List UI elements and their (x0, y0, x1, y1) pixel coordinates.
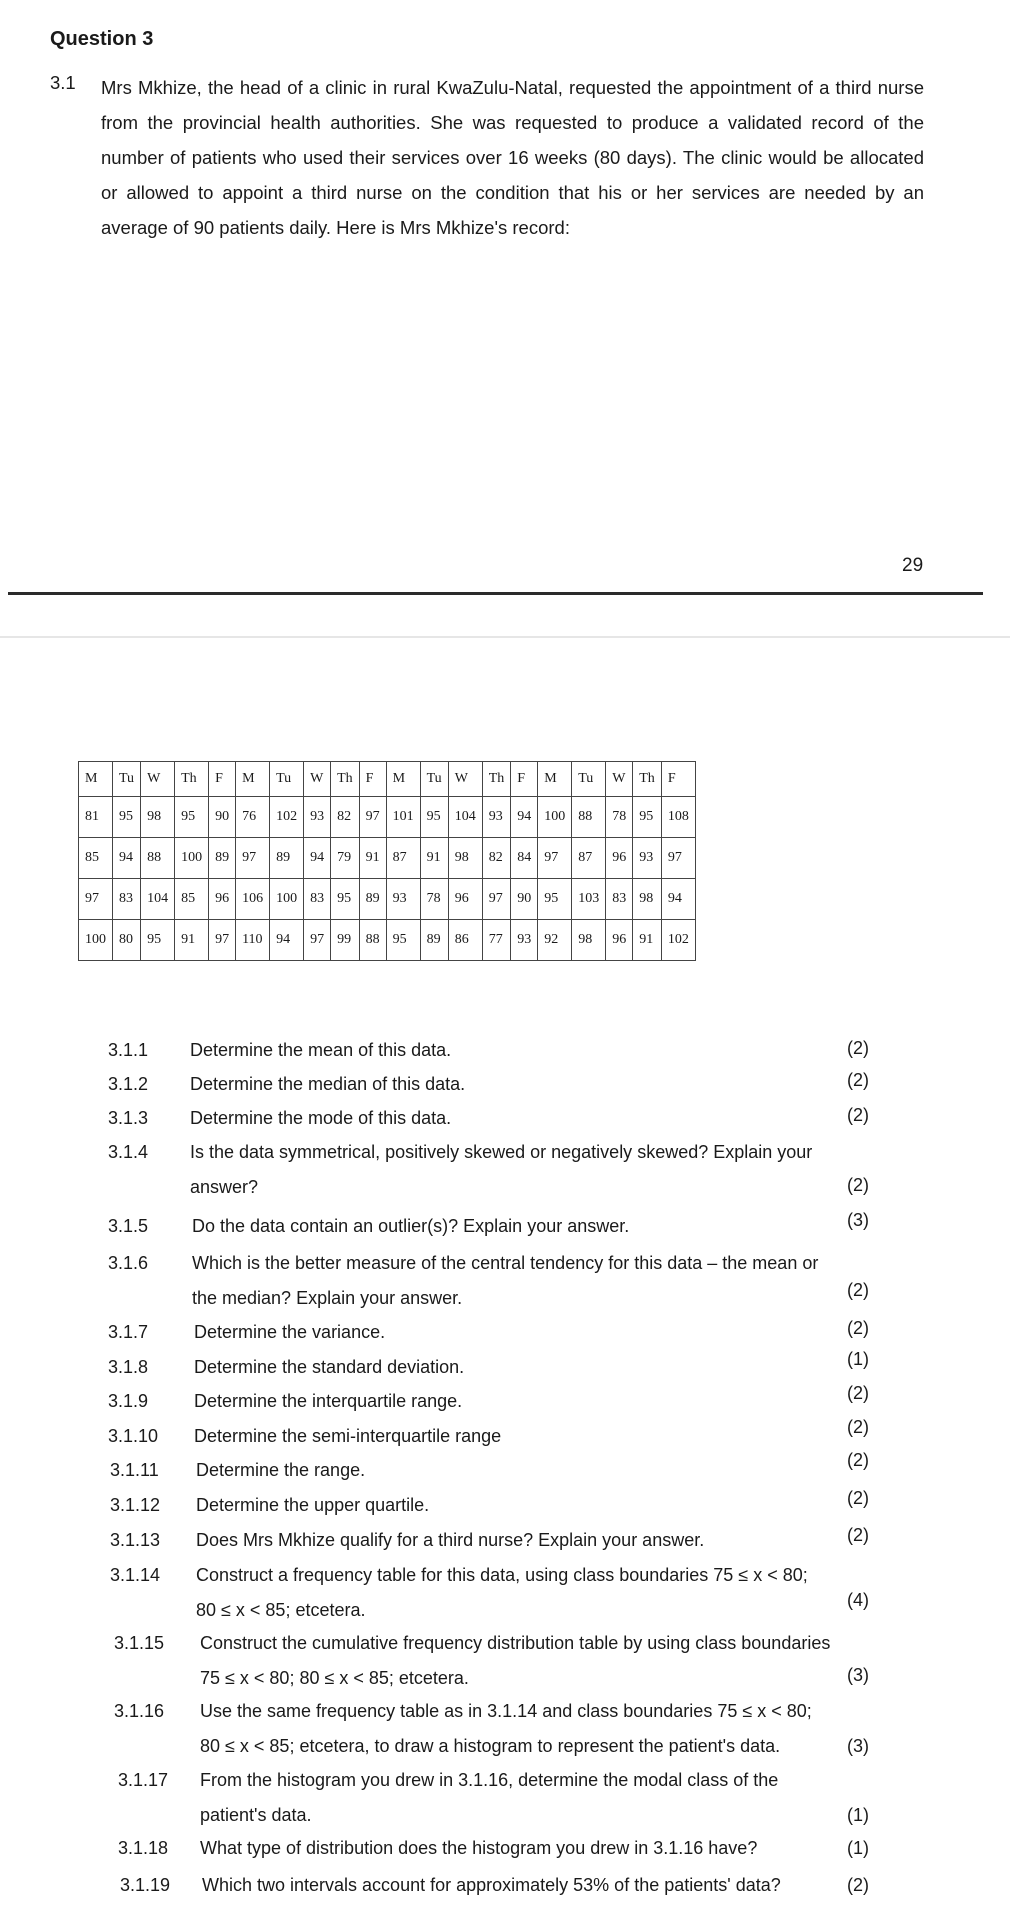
patient-count-cell: 91 (359, 838, 386, 879)
patient-count-cell: 85 (175, 879, 209, 920)
patient-count-cell: 98 (633, 879, 662, 920)
question-item-number: 3.1.9 (108, 1391, 149, 1411)
patient-count-cell: 95 (331, 879, 360, 920)
question-item-number: 3.1.3 (108, 1108, 149, 1128)
patient-count-cell: 96 (209, 879, 236, 920)
patient-count-cell: 85 (79, 838, 113, 879)
patient-count-cell: 83 (113, 879, 141, 920)
question-item-number: 3.1.5 (108, 1216, 149, 1236)
question-item-number: 3.1.14 (110, 1565, 161, 1585)
question-number: 3.1 (50, 72, 76, 93)
patient-count-cell: 100 (175, 838, 209, 879)
patient-count-cell: 100 (79, 920, 113, 961)
question-item-text: Do the data contain an outlier(s)? Explain your answer. (192, 1216, 630, 1236)
day-header: Tu (270, 762, 304, 797)
page-number: 29 (902, 555, 924, 576)
day-header: W (448, 762, 482, 797)
patient-count-cell: 89 (270, 838, 304, 879)
patient-count-cell: 95 (386, 920, 420, 961)
question-item-number: 3.1.1 (108, 1040, 149, 1060)
question-item-number: 3.1.15 (114, 1633, 165, 1653)
patient-count-cell: 88 (359, 920, 386, 961)
question-mark-allocation: (2) (847, 1070, 869, 1090)
patient-count-cell: 97 (304, 920, 331, 961)
patient-count-cell: 98 (141, 797, 175, 838)
day-header: W (606, 762, 633, 797)
table-header-row (79, 762, 696, 797)
patient-count-cell: 80 (113, 920, 141, 961)
question-heading: Question 3 (50, 28, 154, 50)
question-item-number: 3.1.4 (108, 1142, 149, 1162)
patient-count-cell: 104 (448, 797, 482, 838)
patient-count-cell: 93 (304, 797, 331, 838)
patient-count-cell: 95 (633, 797, 662, 838)
patient-count-cell: 96 (448, 879, 482, 920)
patient-count-cell: 88 (141, 838, 175, 879)
day-header: W (304, 762, 331, 797)
patient-count-cell: 78 (420, 879, 448, 920)
patient-count-cell: 91 (175, 920, 209, 961)
patient-count-cell: 94 (661, 879, 695, 920)
table-row (79, 879, 696, 920)
patient-count-cell: 93 (511, 920, 538, 961)
patient-count-cell: 83 (304, 879, 331, 920)
patient-count-cell: 97 (79, 879, 113, 920)
day-header: M (386, 762, 420, 797)
question-mark-allocation: (4) (847, 1590, 869, 1610)
patient-count-cell: 87 (572, 838, 606, 879)
question-item-text: patient's data. (200, 1805, 312, 1825)
question-item-text: Determine the interquartile range. (194, 1391, 463, 1411)
question-item-text: 80 ≤ x < 85; etcetera. (196, 1600, 366, 1620)
patient-count-cell: 76 (236, 797, 270, 838)
patient-count-cell: 87 (386, 838, 420, 879)
patient-count-cell: 94 (304, 838, 331, 879)
patient-count-cell: 89 (420, 920, 448, 961)
question-item-number: 3.1.13 (110, 1530, 161, 1550)
question-item-text: Construct a frequency table for this data, using class boundaries 75 ≤ x < 80; (196, 1565, 808, 1585)
question-item-number: 3.1.10 (108, 1426, 159, 1446)
question-mark-allocation: (3) (847, 1665, 869, 1685)
patient-count-cell: 102 (661, 920, 695, 961)
patient-count-cell: 84 (511, 838, 538, 879)
patient-count-cell: 110 (236, 920, 270, 961)
patient-count-cell: 100 (538, 797, 572, 838)
question-item-number: 3.1.6 (108, 1253, 149, 1273)
question-mark-allocation: (2) (847, 1318, 869, 1338)
question-item-text: Which two intervals account for approximately 53% of the patients' data? (202, 1875, 781, 1895)
day-header: W (141, 762, 175, 797)
question-mark-allocation: (2) (847, 1875, 869, 1895)
question-item-number: 3.1.16 (114, 1701, 165, 1721)
day-header: M (538, 762, 572, 797)
patient-count-cell: 97 (236, 838, 270, 879)
question-mark-allocation: (1) (847, 1349, 869, 1369)
day-header: Tu (572, 762, 606, 797)
page-rule (8, 592, 983, 595)
patient-count-cell: 98 (572, 920, 606, 961)
table-row (79, 797, 696, 838)
question-item-number: 3.1.11 (110, 1460, 159, 1480)
patient-count-cell: 78 (606, 797, 633, 838)
patient-count-cell: 96 (606, 920, 633, 961)
day-header: M (79, 762, 113, 797)
question-mark-allocation: (3) (847, 1210, 869, 1230)
day-header: F (209, 762, 236, 797)
patient-count-cell: 95 (141, 920, 175, 961)
table-row (79, 920, 696, 961)
table-row (79, 838, 696, 879)
patient-count-cell: 91 (420, 838, 448, 879)
question-mark-allocation: (2) (847, 1105, 869, 1125)
patient-count-cell: 96 (606, 838, 633, 879)
patient-count-cell: 98 (448, 838, 482, 879)
patient-count-cell: 90 (511, 879, 538, 920)
patient-count-cell: 79 (331, 838, 360, 879)
question-item-text: Determine the range. (196, 1460, 366, 1480)
question-mark-allocation: (2) (847, 1488, 869, 1508)
patient-count-cell: 104 (141, 879, 175, 920)
question-item-text: Determine the upper quartile. (196, 1495, 430, 1515)
question-item-text: From the histogram you drew in 3.1.16, determine the modal class of the (200, 1770, 779, 1790)
question-mark-allocation: (1) (847, 1838, 869, 1858)
patient-count-cell: 83 (606, 879, 633, 920)
question-mark-allocation: (2) (847, 1175, 869, 1195)
patient-count-cell: 97 (209, 920, 236, 961)
patient-count-cell: 95 (420, 797, 448, 838)
question-item-text: Determine the semi-interquartile range (194, 1426, 502, 1446)
patient-count-cell: 97 (538, 838, 572, 879)
patient-count-cell: 81 (79, 797, 113, 838)
question-mark-allocation: (2) (847, 1280, 869, 1300)
patient-count-cell: 82 (482, 838, 511, 879)
question-item-text: What type of distribution does the histogram you drew in 3.1.16 have? (200, 1838, 758, 1858)
patient-count-cell: 86 (448, 920, 482, 961)
patient-count-cell: 77 (482, 920, 511, 961)
question-mark-allocation: (1) (847, 1805, 869, 1825)
patient-count-cell: 94 (270, 920, 304, 961)
patient-count-cell: 97 (359, 797, 386, 838)
question-item-text: Which is the better measure of the central tendency for this data – the mean or (192, 1253, 819, 1273)
day-header: Tu (113, 762, 141, 797)
question-item-text: 75 ≤ x < 80; 80 ≤ x < 85; etcetera. (200, 1668, 469, 1688)
question-item-number: 3.1.19 (120, 1875, 171, 1895)
patient-count-cell: 97 (661, 838, 695, 879)
question-mark-allocation: (2) (847, 1417, 869, 1437)
patient-count-cell: 102 (270, 797, 304, 838)
question-item-text: Determine the mean of this data. (190, 1040, 452, 1060)
patient-count-cell: 91 (633, 920, 662, 961)
patient-count-cell: 94 (511, 797, 538, 838)
day-header: Tu (420, 762, 448, 797)
day-header: Th (633, 762, 662, 797)
question-item-text: Determine the median of this data. (190, 1074, 466, 1094)
intro-paragraph: Mrs Mkhize, the head of a clinic in rural KwaZulu-Natal, requested the appointment of a third nurse from the provincial health authorities. She was requested to produce a validated record of the number of patients who used their services over 16 weeks (80 days). The clinic would be allocated or allowed to appoint a third nurse on the condition that his or her services are needed by an average of 90 patients daily. Here is Mrs Mkhize's record: (101, 77, 924, 238)
question-item-number: 3.1.2 (108, 1074, 149, 1094)
question-item-text: Construct the cumulative frequency distribution table by using class boundaries (200, 1633, 831, 1653)
page-top (0, 0, 1010, 615)
patient-count-cell: 89 (209, 838, 236, 879)
patient-count-cell: 106 (236, 879, 270, 920)
day-header: F (359, 762, 386, 797)
question-mark-allocation: (2) (847, 1383, 869, 1403)
question-mark-allocation: (2) (847, 1450, 869, 1470)
patient-count-cell: 89 (359, 879, 386, 920)
patient-count-cell: 95 (538, 879, 572, 920)
question-item-text: Determine the standard deviation. (194, 1357, 465, 1377)
question-item-number: 3.1.8 (108, 1357, 149, 1377)
question-mark-allocation: (2) (847, 1525, 869, 1545)
question-mark-allocation: (2) (847, 1038, 869, 1058)
patient-count-cell: 82 (331, 797, 360, 838)
patient-count-cell: 108 (661, 797, 695, 838)
patient-count-cell: 94 (113, 838, 141, 879)
patient-count-cell: 99 (331, 920, 360, 961)
day-header: F (511, 762, 538, 797)
question-item-number: 3.1.18 (118, 1838, 169, 1858)
patient-count-cell: 90 (209, 797, 236, 838)
patient-record-table (78, 761, 696, 961)
question-item-number: 3.1.7 (108, 1322, 149, 1342)
question-item-number: 3.1.12 (110, 1495, 161, 1515)
patient-count-cell: 97 (482, 879, 511, 920)
question-item-text: Is the data symmetrical, positively skewed or negatively skewed? Explain your (190, 1142, 813, 1162)
patient-count-cell: 93 (386, 879, 420, 920)
question-item-text: Determine the mode of this data. (190, 1108, 452, 1128)
day-header: Th (175, 762, 209, 797)
question-item-text: Determine the variance. (194, 1322, 386, 1342)
patient-count-cell: 92 (538, 920, 572, 961)
patient-count-cell: 100 (270, 879, 304, 920)
day-header: Th (331, 762, 360, 797)
day-header: F (661, 762, 695, 797)
question-item-text: the median? Explain your answer. (192, 1288, 463, 1308)
question-mark-allocation: (3) (847, 1736, 869, 1756)
day-header: M (236, 762, 270, 797)
patient-count-cell: 93 (633, 838, 662, 879)
question-item-text: 80 ≤ x < 85; etcetera, to draw a histogram to represent the patient's data. (200, 1736, 781, 1756)
day-header: Th (482, 762, 511, 797)
patient-count-cell: 95 (113, 797, 141, 838)
question-item-number: 3.1.17 (118, 1770, 169, 1790)
question-item-text: Does Mrs Mkhize qualify for a third nurse? Explain your answer. (196, 1530, 705, 1550)
patient-count-cell: 93 (482, 797, 511, 838)
patient-count-cell: 101 (386, 797, 420, 838)
patient-count-cell: 95 (175, 797, 209, 838)
page-separator (0, 636, 1010, 638)
patient-count-cell: 103 (572, 879, 606, 920)
question-item-text: answer? (190, 1177, 259, 1197)
patient-count-cell: 88 (572, 797, 606, 838)
question-item-text: Use the same frequency table as in 3.1.14 and class boundaries 75 ≤ x < 80; (200, 1701, 812, 1721)
